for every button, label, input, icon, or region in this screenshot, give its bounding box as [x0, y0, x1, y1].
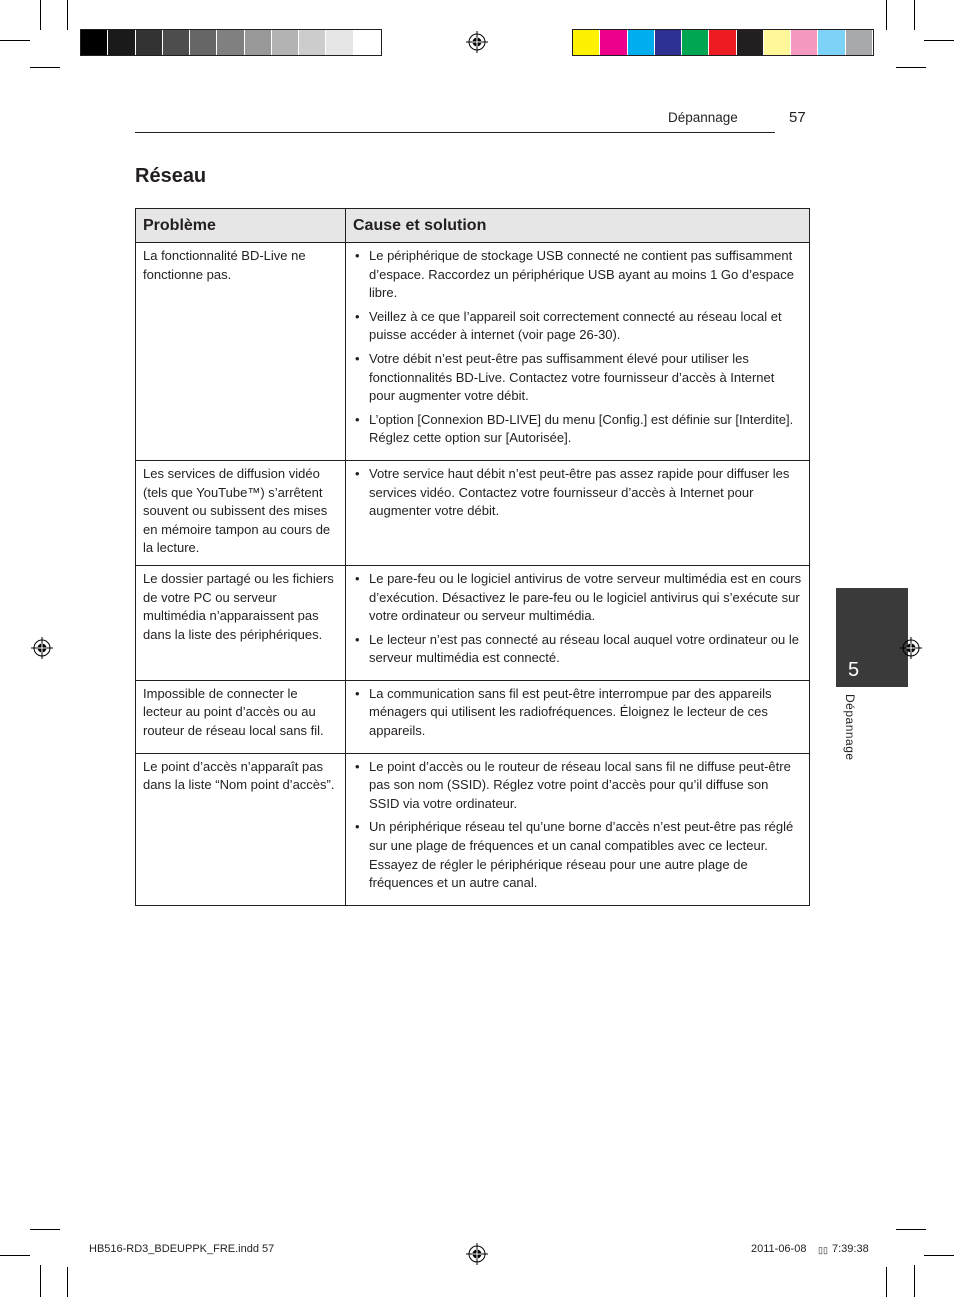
- cause-list: [353, 685, 802, 741]
- column-header-problem: Problème: [136, 209, 346, 243]
- crop-mark: [886, 0, 887, 30]
- crop-mark: [924, 40, 954, 41]
- cause-list: [353, 465, 802, 521]
- troubleshooting-table: [135, 208, 810, 906]
- chapter-label: Dépannage: [843, 694, 857, 761]
- cause-cell: [346, 460, 810, 565]
- header-rule: [135, 132, 775, 133]
- color-swatch: [190, 30, 216, 55]
- crop-mark: [0, 40, 30, 41]
- color-swatch: [600, 30, 626, 55]
- crop-mark: [30, 67, 60, 68]
- color-swatch: [245, 30, 271, 55]
- section-title: Réseau: [135, 165, 207, 187]
- cause-item: • Veillez à ce que l’appareil soit correctement connecté au réseau local et puisse accéder à internet (voir page 26-30).: [353, 308, 802, 345]
- problem-cell: Le dossier partagé ou les fichiers de votre PC ou serveur multimédia n’apparaissent pas dans la liste des périphériques.: [136, 565, 346, 680]
- color-swatch: [326, 30, 352, 55]
- slug-file: HB516-RD3_BDEUPPK_FRE.indd 57: [89, 1243, 275, 1255]
- color-swatch: [354, 30, 380, 55]
- table-row: [136, 753, 810, 905]
- color-swatch: [163, 30, 189, 55]
- crop-mark: [40, 1265, 41, 1297]
- page-number: 57: [789, 109, 806, 126]
- problem-cell: Le point d’accès n’apparaît pas dans la liste “Nom point d’accès”.: [136, 753, 346, 905]
- crop-mark: [67, 1267, 68, 1297]
- cause-cell: [346, 565, 810, 680]
- problem-cell: Impossible de connecter le lecteur au point d’accès ou au routeur de réseau local sans fil.: [136, 680, 346, 753]
- slug-time-glyph: ▯▯: [818, 1245, 828, 1255]
- cause-item: • Le périphérique de stockage USB connecté ne contient pas suffisamment d’espace. Raccordez un périphérique USB ayant au moins 1 Go d’espace libre.: [353, 247, 802, 303]
- crop-mark: [67, 0, 68, 30]
- table-row: [136, 460, 810, 565]
- table-row: [136, 243, 810, 461]
- crop-mark: [30, 1229, 60, 1230]
- running-header-section: Dépannage: [668, 110, 738, 125]
- cause-list: [353, 247, 802, 448]
- slug-time: 7:39:38: [832, 1243, 869, 1255]
- crop-mark: [0, 1255, 30, 1256]
- cause-list: [353, 570, 802, 668]
- column-header-cause: Cause et solution: [346, 209, 810, 243]
- crop-mark: [914, 0, 915, 30]
- cause-cell: [346, 243, 810, 461]
- cause-item: • Un périphérique réseau tel qu’une borne d’accès n’est peut-être pas réglé sur une plage de fréquences et un canal compatibles avec ce lecteur. Essayez de régler le périphérique réseau pour une autre plage de fréquences et un autre canal.: [353, 818, 802, 892]
- color-swatch: [136, 30, 162, 55]
- cause-cell: [346, 680, 810, 753]
- color-swatch: [737, 30, 763, 55]
- problem-cell: La fonctionnalité BD-Live ne fonctionne pas.: [136, 243, 346, 461]
- cause-item: • Le lecteur n’est pas connecté au réseau local auquel votre ordinateur ou le serveur multimédia est connecté.: [353, 631, 802, 668]
- cause-item: • Le pare-feu ou le logiciel antivirus de votre serveur multimédia est en cours d’exécution. Désactivez le pare-feu ou le logiciel antivirus qui s’exécute sur votre ordinateur ou serveur multimédia.: [353, 570, 802, 626]
- chapter-number: 5: [848, 659, 860, 681]
- color-swatch: [299, 30, 325, 55]
- color-swatch: [272, 30, 298, 55]
- color-swatch: [108, 30, 134, 55]
- table-header-row: [136, 209, 810, 243]
- color-swatch: [709, 30, 735, 55]
- cause-list: [353, 758, 802, 893]
- registration-mark-icon: [466, 31, 488, 53]
- chapter-tab: [836, 588, 908, 687]
- cause-item: • Votre service haut débit n’est peut-être pas assez rapide pour diffuser les services vidéo. Contactez votre fournisseur d’accès à Internet pour augmenter votre débit.: [353, 465, 802, 521]
- color-swatch: [791, 30, 817, 55]
- crop-mark: [896, 67, 926, 68]
- crop-mark: [886, 1267, 887, 1297]
- registration-mark-icon: [900, 637, 922, 659]
- registration-mark-icon: [31, 637, 53, 659]
- cause-cell: [346, 753, 810, 905]
- color-swatch: [217, 30, 243, 55]
- color-swatch: [764, 30, 790, 55]
- table-row: [136, 565, 810, 680]
- problem-cell: Les services de diffusion vidéo (tels que YouTube™) s’arrêtent souvent ou subissent des mises en mémoire tampon au cours de la lecture.: [136, 460, 346, 565]
- crop-mark: [924, 1255, 954, 1256]
- crop-mark: [40, 0, 41, 30]
- color-swatch: [818, 30, 844, 55]
- cause-item: • L’option [Connexion BD-LIVE] du menu [Config.] est définie sur [Interdite]. Réglez cette option sur [Autorisée].: [353, 411, 802, 448]
- registration-mark-icon: [466, 1243, 488, 1265]
- color-swatch: [682, 30, 708, 55]
- table-row: [136, 680, 810, 753]
- cause-item: • Le point d’accès ou le routeur de réseau local sans fil ne diffuse peut-être pas son nom (SSID). Réglez votre point d’accès pour qu’il diffuse son SSID via votre ordinateur.: [353, 758, 802, 814]
- cause-item: • Votre débit n’est peut-être pas suffisamment élevé pour utiliser les fonctionnalités BD-Live. Contactez votre fournisseur d’accès à Internet pour augmenter votre débit.: [353, 350, 802, 406]
- color-swatch: [655, 30, 681, 55]
- process-color-bar: [572, 29, 874, 56]
- color-swatch: [628, 30, 654, 55]
- grayscale-color-bar: [80, 29, 382, 56]
- cause-item: • La communication sans fil est peut-être interrompue par des appareils ménagers qui utilisent les radiofréquences. Éloignez le lecteur de ces appareils.: [353, 685, 802, 741]
- crop-mark: [914, 1265, 915, 1297]
- slug-date: 2011-06-08: [751, 1243, 807, 1255]
- color-swatch: [846, 30, 872, 55]
- color-swatch: [573, 30, 599, 55]
- color-swatch: [81, 30, 107, 55]
- crop-mark: [896, 1229, 926, 1230]
